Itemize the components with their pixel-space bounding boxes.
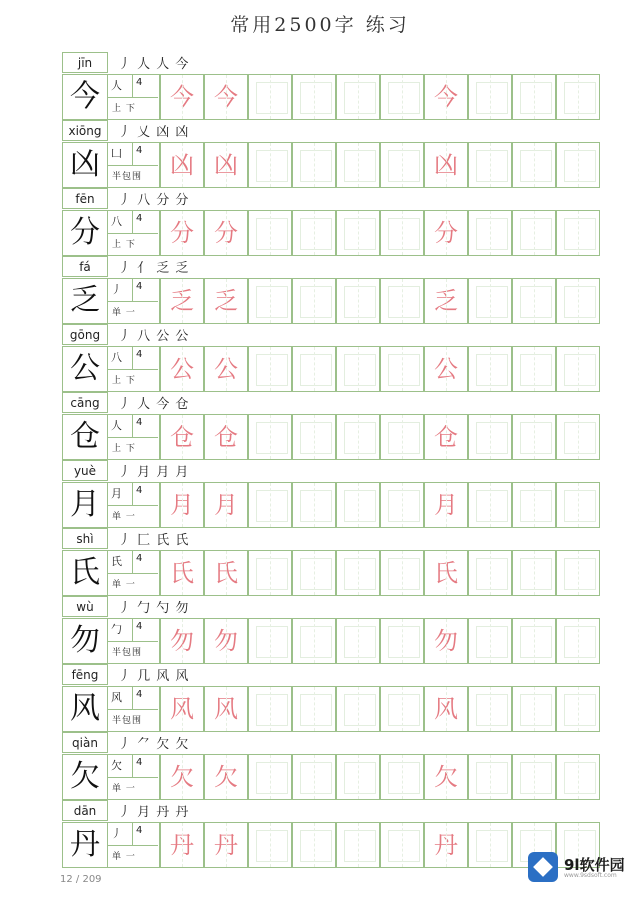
blank-practice-cell[interactable] — [556, 414, 600, 460]
pinyin-label: fēn — [62, 188, 108, 209]
practice-sheet — [62, 52, 608, 868]
stroke-order: 丿 八 公 公 — [118, 329, 190, 344]
character-info — [108, 210, 160, 256]
blank-practice-cell[interactable] — [556, 210, 600, 256]
blank-practice-cell[interactable] — [512, 482, 556, 528]
model-character: 勿 — [62, 618, 108, 664]
blank-practice-cell[interactable] — [248, 414, 292, 460]
trace-cell[interactable]: 丹 — [204, 822, 248, 868]
structure-label: 单 一 — [112, 512, 136, 522]
blank-practice-cell[interactable] — [292, 618, 336, 664]
blank-practice-cell[interactable] — [380, 550, 424, 596]
blank-practice-cell[interactable] — [336, 618, 380, 664]
blank-practice-cell[interactable] — [556, 686, 600, 732]
blank-practice-cell[interactable] — [336, 414, 380, 460]
pinyin-label: qiàn — [62, 732, 108, 753]
pinyin-row — [62, 664, 608, 686]
blank-practice-cell[interactable] — [512, 618, 556, 664]
trace-cell[interactable]: 今 — [424, 74, 468, 120]
model-character: 氏 — [62, 550, 108, 596]
character-info — [108, 686, 160, 732]
blank-practice-cell[interactable] — [512, 754, 556, 800]
blank-practice-cell[interactable] — [292, 550, 336, 596]
blank-practice-cell[interactable] — [468, 278, 512, 324]
structure-label: 半包围 — [112, 648, 143, 658]
stroke-count: 4 — [136, 349, 143, 360]
pinyin-label: xiōng — [62, 120, 108, 141]
trace-cell[interactable]: 氏 — [424, 550, 468, 596]
blank-practice-cell[interactable] — [248, 74, 292, 120]
stroke-order: 丿 人 人 今 — [118, 57, 190, 72]
blank-practice-cell[interactable] — [380, 74, 424, 120]
pinyin-label: gōng — [62, 324, 108, 345]
trace-cell[interactable]: 风 — [160, 686, 204, 732]
character-entry — [62, 324, 608, 392]
page-title: 常用2500字 练习 — [230, 14, 410, 36]
blank-practice-cell[interactable] — [292, 346, 336, 392]
blank-practice-cell[interactable] — [468, 74, 512, 120]
trace-cell[interactable]: 欠 — [204, 754, 248, 800]
pinyin-row — [62, 120, 608, 142]
character-info — [108, 142, 160, 188]
blank-practice-cell[interactable] — [380, 346, 424, 392]
stroke-order: 丿 ⺈ 欠 欠 — [118, 737, 190, 752]
trace-cell[interactable]: 公 — [160, 346, 204, 392]
model-character: 月 — [62, 482, 108, 528]
stroke-count: 4 — [136, 825, 143, 836]
blank-practice-cell[interactable] — [556, 550, 600, 596]
trace-cell[interactable]: 今 — [204, 74, 248, 120]
blank-practice-cell[interactable] — [336, 74, 380, 120]
stroke-order: 丿 亻 乏 乏 — [118, 261, 190, 276]
blank-practice-cell[interactable] — [292, 74, 336, 120]
trace-cell[interactable]: 风 — [204, 686, 248, 732]
stroke-count: 4 — [136, 689, 143, 700]
blank-practice-cell[interactable] — [292, 278, 336, 324]
trace-cell[interactable]: 风 — [424, 686, 468, 732]
trace-cell[interactable]: 仓 — [424, 414, 468, 460]
stroke-count: 4 — [136, 213, 143, 224]
blank-practice-cell[interactable] — [468, 754, 512, 800]
blank-practice-cell[interactable] — [292, 482, 336, 528]
blank-practice-cell[interactable] — [512, 414, 556, 460]
blank-practice-cell[interactable] — [292, 210, 336, 256]
pinyin-row — [62, 52, 608, 74]
stroke-count: 4 — [136, 145, 143, 156]
blank-practice-cell[interactable] — [336, 686, 380, 732]
trace-cell[interactable]: 分 — [424, 210, 468, 256]
pinyin-row — [62, 596, 608, 618]
trace-cell[interactable]: 欠 — [424, 754, 468, 800]
structure-label: 单 一 — [112, 308, 136, 318]
blank-practice-cell[interactable] — [248, 210, 292, 256]
blank-practice-cell[interactable] — [512, 346, 556, 392]
blank-practice-cell[interactable] — [512, 278, 556, 324]
pinyin-label: dān — [62, 800, 108, 821]
radical: 丿 — [111, 283, 122, 296]
stroke-order: 丿 勹 勺 勿 — [118, 601, 190, 616]
pinyin-row — [62, 800, 608, 822]
blank-practice-cell[interactable] — [380, 414, 424, 460]
pinyin-label: yuè — [62, 460, 108, 481]
character-info — [108, 74, 160, 120]
stroke-order: 丿 人 今 仓 — [118, 397, 190, 412]
trace-cell[interactable]: 月 — [204, 482, 248, 528]
character-info — [108, 754, 160, 800]
structure-label: 半包围 — [112, 716, 143, 726]
pinyin-row — [62, 460, 608, 482]
blank-practice-cell[interactable] — [556, 346, 600, 392]
character-entry — [62, 256, 608, 324]
blank-practice-cell[interactable] — [248, 754, 292, 800]
blank-practice-cell[interactable] — [336, 142, 380, 188]
trace-cell[interactable]: 分 — [204, 210, 248, 256]
stroke-order: 丿 月 丹 丹 — [118, 805, 190, 820]
watermark-url: www.9sdsoft.com — [564, 872, 617, 879]
page-number: 12 / 209 — [60, 874, 102, 885]
trace-cell[interactable]: 公 — [424, 346, 468, 392]
character-entry — [62, 732, 608, 800]
trace-cell[interactable]: 月 — [424, 482, 468, 528]
radical: 风 — [111, 691, 122, 704]
radical: 八 — [111, 351, 122, 364]
blank-practice-cell[interactable] — [336, 278, 380, 324]
trace-cell[interactable]: 分 — [160, 210, 204, 256]
trace-cell[interactable]: 乏 — [424, 278, 468, 324]
blank-practice-cell[interactable] — [248, 822, 292, 868]
model-character: 风 — [62, 686, 108, 732]
model-character: 乏 — [62, 278, 108, 324]
character-info — [108, 482, 160, 528]
character-entry — [62, 596, 608, 664]
character-entry — [62, 528, 608, 596]
pinyin-label: jīn — [62, 52, 108, 73]
blank-practice-cell[interactable] — [556, 482, 600, 528]
blank-practice-cell[interactable] — [292, 142, 336, 188]
blank-practice-cell[interactable] — [468, 822, 512, 868]
trace-cell[interactable]: 凶 — [204, 142, 248, 188]
structure-label: 上 下 — [112, 444, 136, 454]
model-character: 凶 — [62, 142, 108, 188]
blank-practice-cell[interactable] — [468, 482, 512, 528]
stroke-count: 4 — [136, 757, 143, 768]
blank-practice-cell[interactable] — [512, 142, 556, 188]
blank-practice-cell[interactable] — [380, 618, 424, 664]
radical: 氏 — [111, 555, 122, 568]
radical: 八 — [111, 215, 122, 228]
model-character: 今 — [62, 74, 108, 120]
character-info — [108, 618, 160, 664]
blank-practice-cell[interactable] — [512, 686, 556, 732]
stroke-order: 丿 乂 凶 凶 — [118, 125, 190, 140]
blank-practice-cell[interactable] — [336, 754, 380, 800]
blank-practice-cell[interactable] — [380, 754, 424, 800]
blank-practice-cell[interactable] — [380, 210, 424, 256]
blank-practice-cell[interactable] — [248, 142, 292, 188]
watermark-logo — [528, 848, 628, 882]
structure-label: 半包围 — [112, 172, 143, 182]
pinyin-label: cāng — [62, 392, 108, 413]
character-entry — [62, 188, 608, 256]
model-character: 分 — [62, 210, 108, 256]
pinyin-label: fēng — [62, 664, 108, 685]
character-entry — [62, 800, 608, 868]
trace-cell[interactable]: 今 — [160, 74, 204, 120]
character-info — [108, 822, 160, 868]
character-entry — [62, 460, 608, 528]
structure-label: 单 一 — [112, 852, 136, 862]
stroke-count: 4 — [136, 621, 143, 632]
pinyin-label: wù — [62, 596, 108, 617]
model-character: 欠 — [62, 754, 108, 800]
trace-cell[interactable]: 凶 — [160, 142, 204, 188]
trace-cell[interactable]: 丹 — [424, 822, 468, 868]
character-entry — [62, 664, 608, 732]
trace-cell[interactable]: 欠 — [160, 754, 204, 800]
trace-cell[interactable]: 乏 — [160, 278, 204, 324]
structure-label: 上 下 — [112, 240, 136, 250]
blank-practice-cell[interactable] — [556, 278, 600, 324]
blank-practice-cell[interactable] — [292, 686, 336, 732]
blank-practice-cell[interactable] — [248, 686, 292, 732]
blank-practice-cell[interactable] — [292, 754, 336, 800]
trace-cell[interactable]: 勿 — [424, 618, 468, 664]
blank-practice-cell[interactable] — [556, 754, 600, 800]
structure-label: 单 一 — [112, 784, 136, 794]
pinyin-label: shì — [62, 528, 108, 549]
character-entry — [62, 392, 608, 460]
character-info — [108, 278, 160, 324]
trace-cell[interactable]: 仓 — [204, 414, 248, 460]
blank-practice-cell[interactable] — [248, 550, 292, 596]
radical: 丿 — [111, 827, 122, 840]
trace-cell[interactable]: 月 — [160, 482, 204, 528]
character-info — [108, 414, 160, 460]
blank-practice-cell[interactable] — [556, 74, 600, 120]
blank-practice-cell[interactable] — [468, 346, 512, 392]
blank-practice-cell[interactable] — [292, 414, 336, 460]
blank-practice-cell[interactable] — [468, 686, 512, 732]
stroke-count: 4 — [136, 417, 143, 428]
radical: 人 — [111, 79, 122, 92]
watermark-text: 9l软件园 — [564, 856, 625, 874]
trace-cell[interactable]: 公 — [204, 346, 248, 392]
blank-practice-cell[interactable] — [380, 278, 424, 324]
radical: 人 — [111, 419, 122, 432]
trace-cell[interactable]: 勿 — [160, 618, 204, 664]
stroke-count: 4 — [136, 77, 143, 88]
stroke-count: 4 — [136, 553, 143, 564]
blank-practice-cell[interactable] — [468, 210, 512, 256]
stroke-order: 丿 月 月 月 — [118, 465, 190, 480]
character-info — [108, 346, 160, 392]
trace-cell[interactable]: 氏 — [204, 550, 248, 596]
blank-practice-cell[interactable] — [512, 550, 556, 596]
trace-cell[interactable]: 丹 — [160, 822, 204, 868]
radical: 月 — [111, 487, 122, 500]
blank-practice-cell[interactable] — [380, 822, 424, 868]
stroke-order: 丿 几 风 风 — [118, 669, 190, 684]
blank-practice-cell[interactable] — [336, 482, 380, 528]
pinyin-row — [62, 528, 608, 550]
model-character: 仓 — [62, 414, 108, 460]
blank-practice-cell[interactable] — [512, 210, 556, 256]
model-character: 丹 — [62, 822, 108, 868]
blank-practice-cell[interactable] — [512, 74, 556, 120]
stroke-count: 4 — [136, 485, 143, 496]
blank-practice-cell[interactable] — [248, 346, 292, 392]
stroke-order: 丿 匚 氏 氏 — [118, 533, 190, 548]
character-info — [108, 550, 160, 596]
blank-practice-cell[interactable] — [468, 414, 512, 460]
blank-practice-cell[interactable] — [336, 550, 380, 596]
blank-practice-cell[interactable] — [380, 482, 424, 528]
trace-cell[interactable]: 仓 — [160, 414, 204, 460]
character-entry — [62, 120, 608, 188]
stroke-count: 4 — [136, 281, 143, 292]
blank-practice-cell[interactable] — [248, 278, 292, 324]
structure-label: 上 下 — [112, 376, 136, 386]
trace-cell[interactable]: 氏 — [160, 550, 204, 596]
trace-cell[interactable]: 凶 — [424, 142, 468, 188]
structure-label: 单 一 — [112, 580, 136, 590]
pinyin-row — [62, 324, 608, 346]
trace-cell[interactable]: 勿 — [204, 618, 248, 664]
blank-practice-cell[interactable] — [336, 210, 380, 256]
trace-cell[interactable]: 乏 — [204, 278, 248, 324]
structure-label: 上 下 — [112, 104, 136, 114]
blank-practice-cell[interactable] — [468, 142, 512, 188]
radical: 凵 — [111, 147, 122, 160]
pinyin-row — [62, 256, 608, 278]
model-character: 公 — [62, 346, 108, 392]
blank-practice-cell[interactable] — [336, 822, 380, 868]
blank-practice-cell[interactable] — [556, 618, 600, 664]
blank-practice-cell[interactable] — [248, 482, 292, 528]
blank-practice-cell[interactable] — [380, 686, 424, 732]
stroke-order: 丿 八 分 分 — [118, 193, 190, 208]
blank-practice-cell[interactable] — [468, 550, 512, 596]
pinyin-row — [62, 392, 608, 414]
cube-icon — [528, 852, 558, 882]
blank-practice-cell[interactable] — [556, 142, 600, 188]
blank-practice-cell[interactable] — [380, 142, 424, 188]
radical: 欠 — [111, 759, 122, 772]
blank-practice-cell[interactable] — [248, 618, 292, 664]
character-entry — [62, 52, 608, 120]
pinyin-row — [62, 188, 608, 210]
blank-practice-cell[interactable] — [468, 618, 512, 664]
blank-practice-cell[interactable] — [336, 346, 380, 392]
pinyin-label: fá — [62, 256, 108, 277]
blank-practice-cell[interactable] — [292, 822, 336, 868]
radical: 勹 — [111, 623, 122, 636]
pinyin-row — [62, 732, 608, 754]
